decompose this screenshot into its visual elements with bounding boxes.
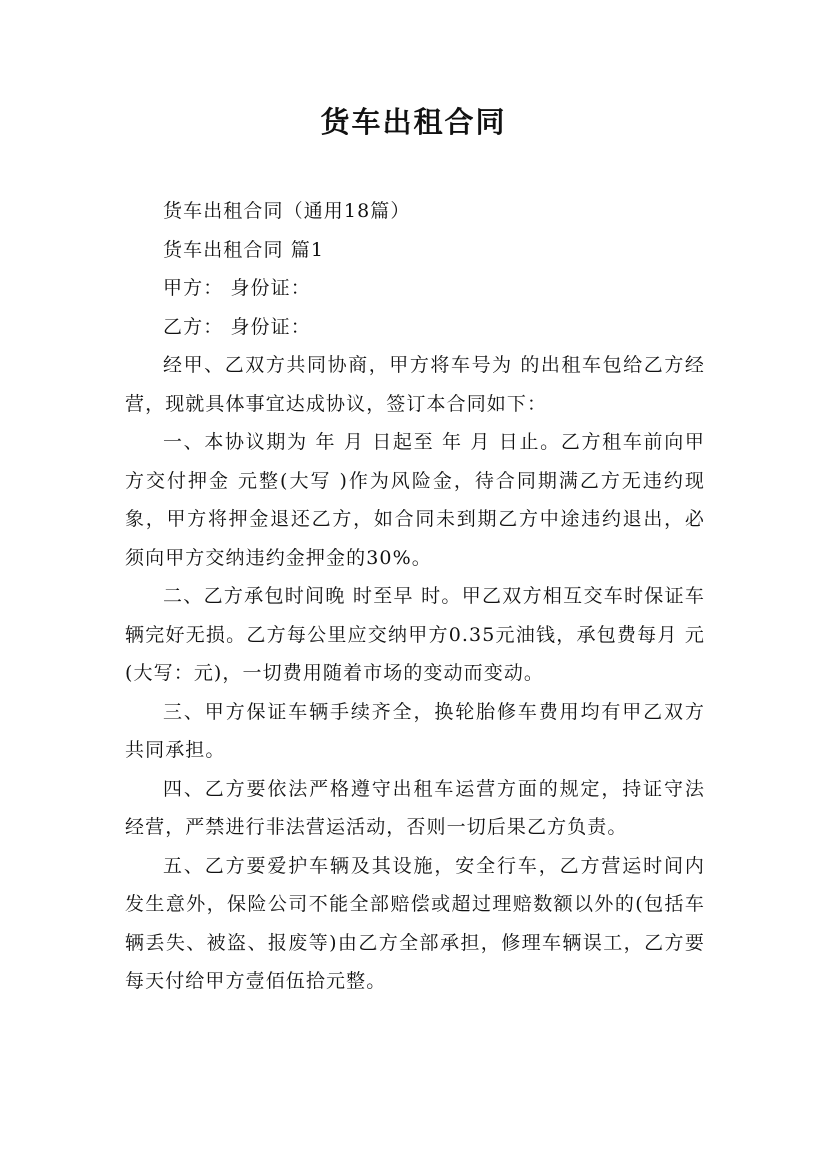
clause-2: 二、乙方承包时间晚 时至早 时。甲乙双方相互交车时保证车辆完好无损。乙方每公里应交纳甲方0.35元油钱，承包费每月 元(大写：元)，一切费用随着市场的变动而变动。: [125, 585, 705, 684]
clause-1: 一、本协议期为 年 月 日起至 年 月 日止。乙方租车前向甲方交付押金 元整(大写 )作为风险金，待合同期满乙方无违约现象，甲方将押金退还乙方，如合同未到期乙方中途违约退出，必须向甲方交纳违约金押金的30%。: [125, 431, 705, 569]
document-title: 货车出租合同: [320, 105, 507, 139]
clause-4: 四、乙方要依法严格遵守出租车运营方面的规定，持证守法经营，严禁进行非法营运活动，否则一切后果乙方负责。: [125, 777, 705, 838]
party-a-line: 甲方： 身份证：: [163, 277, 311, 299]
clause-5: 五、乙方要爱护车辆及其设施，安全行车，乙方营运时间内发生意外，保险公司不能全部赔偿或超过理赔数额以外的(包括车辆丢失、被盗、报废等)由乙方全部承担，修理车辆误工，乙方要每天付给甲方壹佰伍拾元整。: [125, 854, 705, 992]
contract-heading: 货车出租合同（通用18篇）: [163, 200, 411, 222]
party-b-line: 乙方： 身份证：: [163, 315, 311, 338]
contract-subheading: 货车出租合同 篇1: [163, 238, 325, 261]
intro-paragraph: 经甲、乙双方共同协商，甲方将车号为 的出租车包给乙方经营，现就具体事宜达成协议，签订本合同如下：: [125, 354, 705, 415]
clause-3: 三、甲方保证车辆手续齐全，换轮胎修车费用均有甲乙双方共同承担。: [125, 700, 705, 761]
document-body: [125, 192, 705, 1001]
